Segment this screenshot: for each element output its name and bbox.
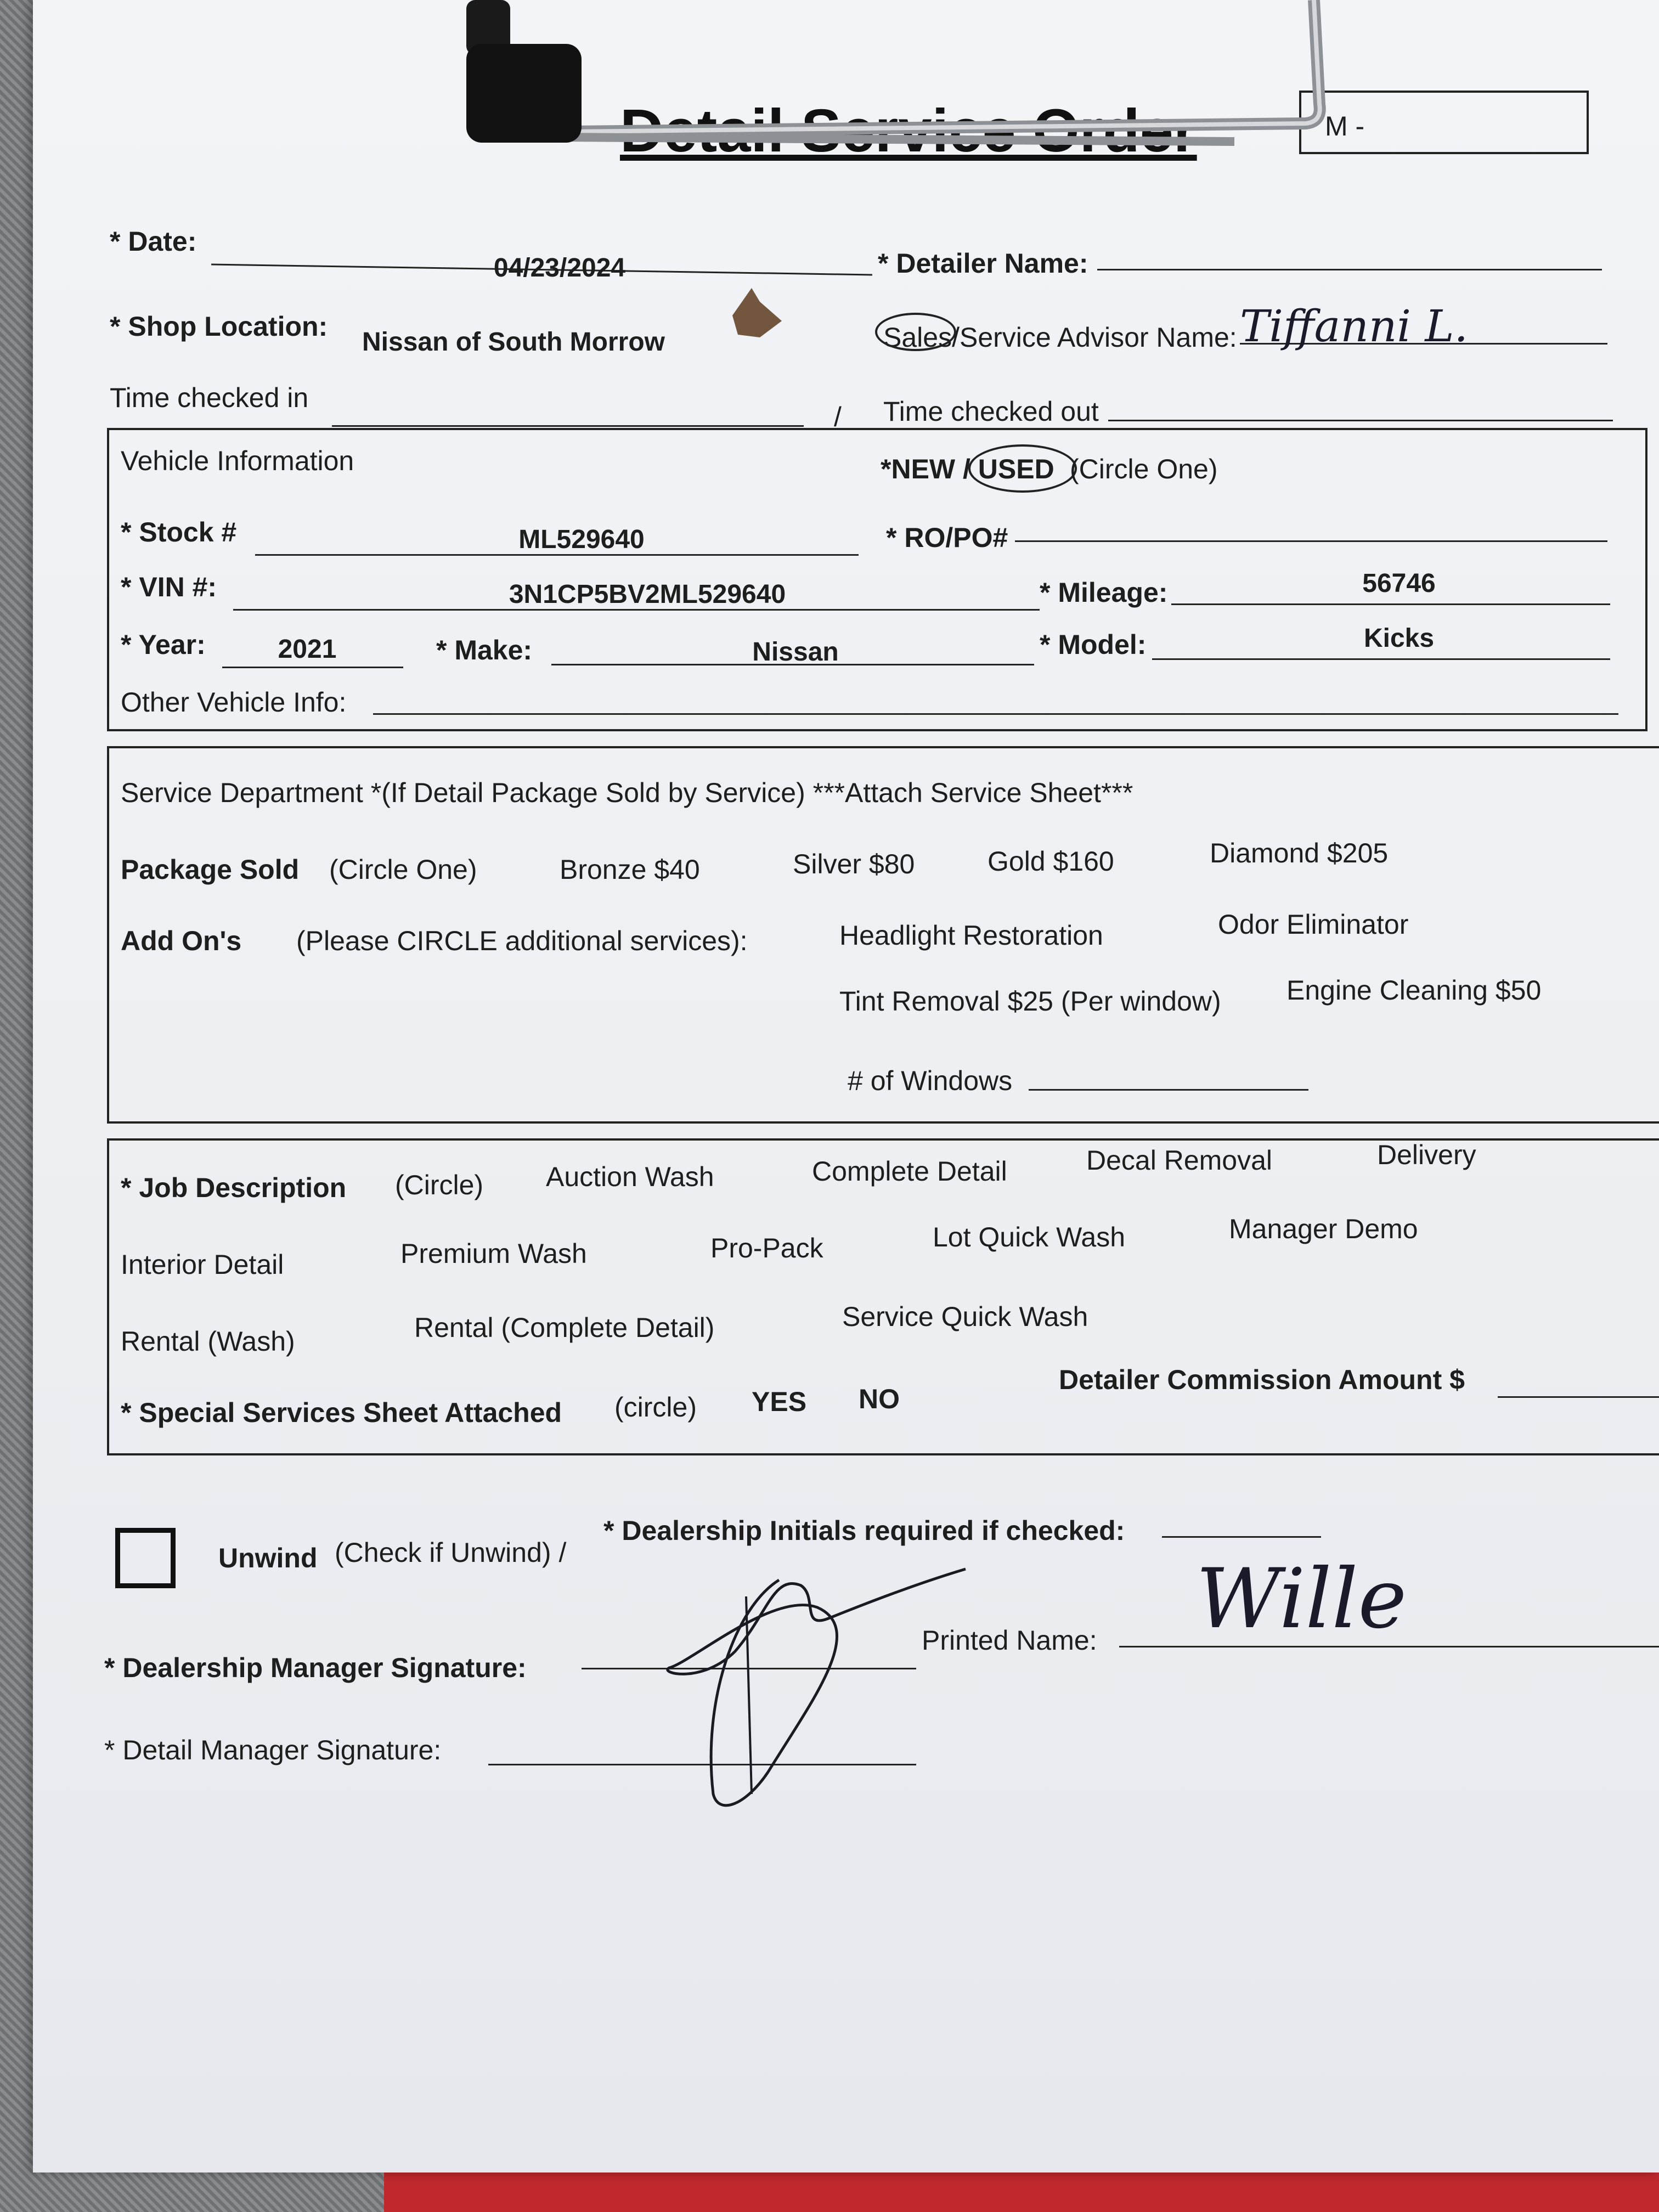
date-label: * Date: — [110, 226, 197, 257]
job-service-quick-wash: Service Quick Wash — [842, 1301, 1088, 1332]
time-slash: / — [834, 402, 842, 432]
time-checked-in-label: Time checked in — [110, 382, 309, 413]
addons-label: Add On's — [121, 926, 242, 956]
package-gold: Gold $160 — [988, 846, 1114, 877]
service-dept-header: Service Department *(If Detail Package Sold by Service) ***Attach Service Sheet*** — [121, 777, 1133, 808]
commission-label: Detailer Commission Amount $ — [1059, 1364, 1465, 1395]
windows-field — [1029, 1089, 1308, 1091]
year-label: * Year: — [121, 629, 206, 660]
addon-engine: Engine Cleaning $50 — [1286, 975, 1542, 1006]
make-value: Nissan — [752, 637, 839, 667]
dealer-sig-label: * Dealership Manager Signature: — [104, 1652, 527, 1683]
job-interior-detail: Interior Detail — [121, 1249, 284, 1280]
job-premium-wash: Premium Wash — [400, 1238, 587, 1269]
printed-name-label: Printed Name: — [922, 1625, 1097, 1656]
initials-field — [1162, 1536, 1321, 1538]
package-bronze: Bronze $40 — [560, 854, 700, 885]
new-used-hint: (Circle One) — [1070, 454, 1218, 484]
detail-sig-label: * Detail Manager Signature: — [104, 1735, 442, 1765]
job-description-label: * Job Description — [121, 1172, 347, 1203]
unwind-label: Unwind — [218, 1543, 318, 1573]
job-auction-wash: Auction Wash — [546, 1161, 714, 1192]
order-number-label: M - — [1325, 111, 1365, 142]
job-pro-pack: Pro-Pack — [710, 1233, 823, 1263]
year-value: 2021 — [278, 635, 337, 664]
job-lot-quick-wash: Lot Quick Wash — [933, 1222, 1126, 1252]
special-no: NO — [859, 1384, 900, 1414]
job-decal-removal: Decal Removal — [1086, 1145, 1273, 1176]
ro-po-label: * RO/PO# — [886, 522, 1008, 553]
job-delivery: Delivery — [1377, 1139, 1476, 1170]
stock-value: ML529640 — [518, 525, 645, 554]
commission-field — [1498, 1396, 1659, 1398]
vehicle-info-label: Vehicle Information — [121, 445, 354, 476]
job-manager-demo: Manager Demo — [1229, 1214, 1418, 1244]
initials-label: * Dealership Initials required if checked: — [603, 1515, 1125, 1546]
ro-po-field — [1015, 540, 1607, 542]
unwind-hint: (Check if Unwind) / — [335, 1537, 567, 1568]
mileage-label: * Mileage: — [1040, 577, 1168, 608]
used-circle-mark — [968, 444, 1077, 493]
advisor-name-value: Tiffanni L. — [1240, 301, 1468, 352]
windows-label: # of Windows — [848, 1065, 1013, 1096]
package-diamond: Diamond $205 — [1210, 838, 1389, 868]
model-value: Kicks — [1363, 624, 1435, 653]
job-complete-detail: Complete Detail — [812, 1156, 1007, 1187]
special-services-hint: (circle) — [614, 1392, 697, 1423]
unwind-checkbox[interactable] — [115, 1528, 176, 1588]
advisor-name-label: Sales/Service Advisor Name: — [883, 322, 1237, 353]
package-silver: Silver $80 — [793, 849, 915, 879]
detailer-name-field — [1097, 269, 1602, 270]
shop-location-value: Nissan of South Morrow — [362, 328, 665, 357]
time-checked-in-field — [332, 425, 804, 427]
mileage-value: 56746 — [1362, 569, 1436, 598]
addons-hint: (Please CIRCLE additional services): — [296, 926, 748, 956]
addon-tint: Tint Removal $25 (Per window) — [839, 986, 1221, 1017]
other-vehicle-info-label: Other Vehicle Info: — [121, 687, 347, 718]
job-rental-complete: Rental (Complete Detail) — [414, 1312, 715, 1343]
new-used-label: *NEW / USED — [881, 454, 1054, 484]
sales-circle-mark — [875, 313, 956, 351]
vin-value: 3N1CP5BV2ML529640 — [509, 580, 786, 609]
service-order-sheet — [33, 0, 1659, 2172]
special-yes: YES — [752, 1386, 807, 1417]
addon-headlight: Headlight Restoration — [839, 920, 1103, 951]
special-services-label: * Special Services Sheet Attached — [121, 1397, 562, 1428]
manager-signature-icon — [636, 1564, 1020, 1838]
form-title: Detail Service Order — [620, 97, 1197, 165]
printed-name-value: Wille — [1196, 1551, 1407, 1647]
vin-label: * VIN #: — [121, 572, 217, 602]
stock-label: * Stock # — [121, 517, 237, 548]
addon-odor: Odor Eliminator — [1218, 909, 1409, 940]
stain-mark — [721, 283, 787, 343]
shop-location-label: * Shop Location: — [110, 311, 328, 342]
other-vehicle-info-field — [373, 713, 1618, 715]
make-label: * Make: — [436, 635, 533, 665]
job-description-hint: (Circle) — [395, 1170, 484, 1200]
detailer-name-label: * Detailer Name: — [878, 248, 1088, 279]
package-sold-label: Package Sold — [121, 854, 300, 885]
time-checked-out-label: Time checked out — [883, 396, 1099, 427]
time-checked-out-field — [1108, 420, 1613, 421]
model-label: * Model: — [1040, 629, 1147, 660]
clipboard-clip-icon — [0, 0, 1659, 219]
job-rental-wash: Rental (Wash) — [121, 1326, 295, 1357]
package-sold-hint: (Circle One) — [329, 854, 477, 885]
date-value: 04/23/2024 — [493, 253, 626, 283]
